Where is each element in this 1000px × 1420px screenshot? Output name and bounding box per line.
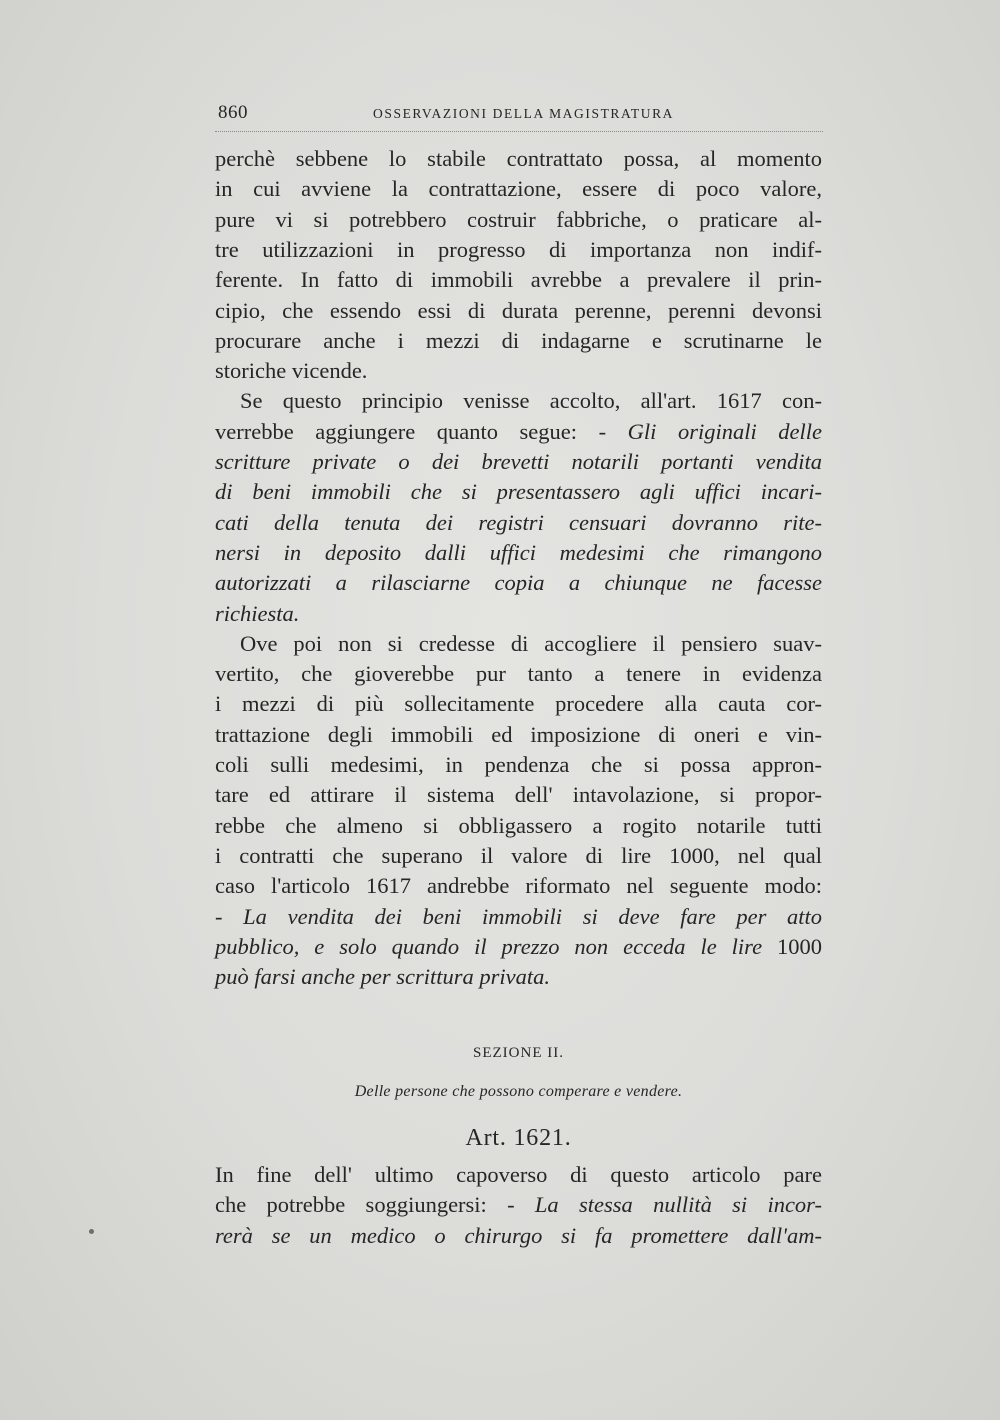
text-run: rebbe che almeno si obbligassero a rogito notarile tutti xyxy=(215,812,822,838)
text-line xyxy=(215,296,822,326)
italic-run: richiesta. xyxy=(215,600,300,626)
text-line xyxy=(215,568,822,598)
text-line xyxy=(215,871,822,901)
text-line xyxy=(215,538,822,568)
text-line xyxy=(215,932,822,962)
page-number: 860 xyxy=(218,102,248,123)
text-line xyxy=(215,599,822,629)
text-line xyxy=(240,386,822,416)
text-line xyxy=(215,902,822,932)
text-line xyxy=(215,841,822,871)
text-line xyxy=(215,780,822,810)
text-run: perchè sebbene lo stabile contrattato possa, al momento xyxy=(215,146,822,171)
text-run: caso l'articolo 1617 andrebbe riformato nel seguente modo: xyxy=(215,873,822,899)
italic-run: La vendita dei beni immobili si deve fare per atto xyxy=(243,903,823,929)
text-line xyxy=(215,144,822,174)
italic-run: autorizzati a rilasciarne copia a chiunque ne facesse xyxy=(215,570,822,596)
text-run: Ove poi non si credesse di accogliere il pensiero suav- xyxy=(240,630,822,656)
section-heading: SEZIONE II. xyxy=(473,1045,564,1061)
text-line xyxy=(215,1221,822,1251)
text-run: procurare anche i mezzi di indagarne e scrutinarne le xyxy=(215,327,822,353)
section-subtitle: Delle persone che possono comperare e vendere. xyxy=(354,1083,683,1100)
text-line xyxy=(215,1160,822,1190)
text-line xyxy=(215,689,822,719)
italic-run: Gli originali delle xyxy=(627,418,822,444)
text-line xyxy=(215,326,822,356)
italic-run: pubblico, e solo quando il prezzo non ecceda le lire xyxy=(215,933,763,959)
italic-run: può farsi anche per scrittura privata. xyxy=(215,964,550,990)
italic-run: cati della tenuta dei registri censuari dovranno rite- xyxy=(215,509,822,535)
text-run: 1000 xyxy=(762,933,822,959)
text-run: In fine dell' ultimo capoverso di questo articolo pare xyxy=(215,1162,822,1187)
text-run: trattazione degli immobili ed imposizione di oneri e vin- xyxy=(215,721,822,747)
text-line xyxy=(215,174,822,204)
text-run: coli sulli medesimi, in pendenza che si possa appron- xyxy=(215,752,822,777)
text-line xyxy=(215,811,822,841)
text-run: pure vi si potrebbero costruir fabbriche, o praticare al- xyxy=(215,206,822,232)
text-run: verrebbe aggiungere quanto segue: - xyxy=(215,418,628,444)
text-run: i contratti che superano il valore di lire 1000, nel qual xyxy=(215,842,822,868)
text-run: - xyxy=(215,903,244,929)
text-line xyxy=(215,356,822,386)
italic-run: rerà se un medico o chirurgo si fa promettere dall'am- xyxy=(215,1222,822,1248)
text-run: ferente. In fatto di immobili avrebbe a prevalere il prin- xyxy=(215,267,822,293)
text-run: storiche vicende. xyxy=(215,358,368,384)
text-line xyxy=(215,750,822,780)
text-run: in cui avviene la contrattazione, essere di poco valore, xyxy=(215,176,822,202)
italic-run: nersi in deposito dalli uffici medesimi che rimangono xyxy=(215,539,822,565)
text-line xyxy=(215,508,822,538)
header-rule xyxy=(215,131,823,132)
text-line xyxy=(215,235,822,265)
text-line xyxy=(215,205,822,235)
text-line xyxy=(240,629,822,659)
text-line xyxy=(215,417,822,447)
text-line xyxy=(215,447,822,477)
text-run: che potrebbe soggiungersi: - xyxy=(215,1192,535,1218)
text-line xyxy=(215,720,822,750)
italic-run: scritture private o dei brevetti notarili portanti vendita xyxy=(215,449,822,474)
text-line xyxy=(215,1190,822,1220)
text-run: Se questo principio venisse accolto, all'art. 1617 con- xyxy=(240,388,822,414)
margin-ink-dot xyxy=(89,1229,94,1234)
running-head xyxy=(215,100,815,130)
text-run: cipio, che essendo essi di durata perenne, perenni devonsi xyxy=(215,297,822,323)
italic-run: La stessa nullità si incor- xyxy=(534,1192,822,1218)
text-run: i mezzi di più sollecitamente procedere alla cauta cor- xyxy=(215,691,822,717)
text-line xyxy=(215,962,822,992)
text-line xyxy=(215,659,822,689)
italic-run: di beni immobili che si presentassero agli uffici incari- xyxy=(215,479,822,505)
text-run: tare ed attirare il sistema dell' intavolazione, si propor- xyxy=(215,782,822,808)
article-heading: Art. 1621. xyxy=(465,1125,572,1151)
text-line xyxy=(215,477,822,507)
text-run: tre utilizzazioni in progresso di importanza non indif- xyxy=(215,236,822,262)
text-run: vertito, che gioverebbe pur tanto a tenere in evidenza xyxy=(215,661,822,687)
text-line xyxy=(215,265,822,295)
running-title: OSSERVAZIONI DELLA MAGISTRATURA xyxy=(373,106,675,121)
